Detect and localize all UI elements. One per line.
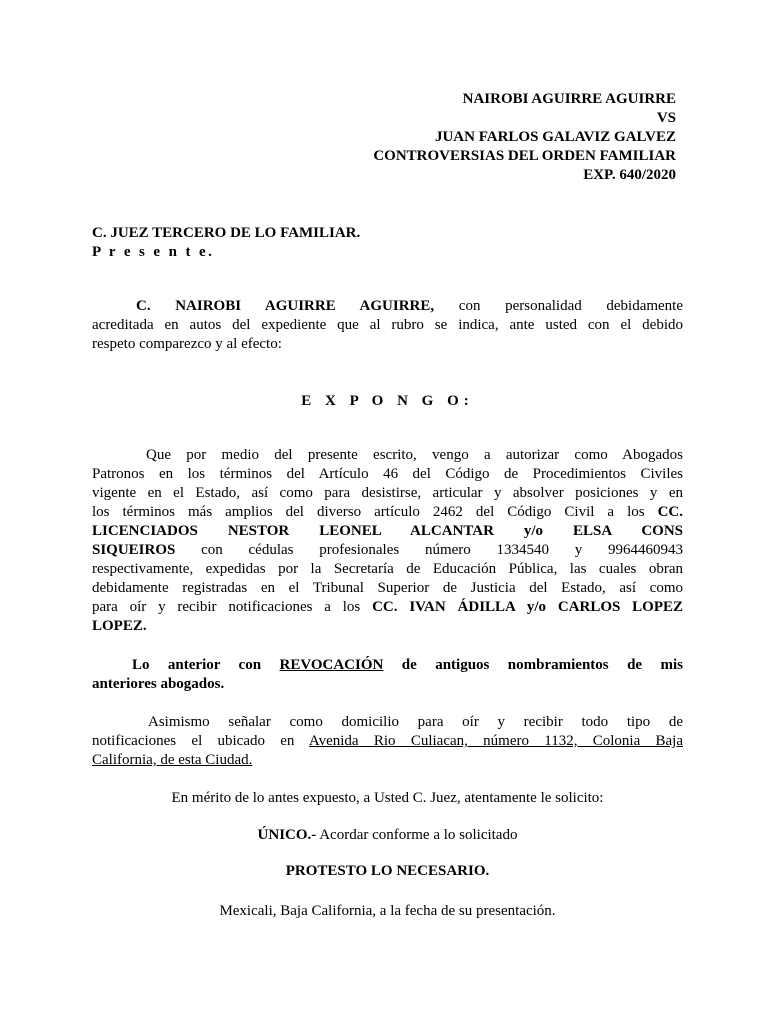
domicile-line-1: Asimismo señalar como domicilio para oír y recibir todo tipo de [148, 714, 683, 730]
header-case-number: EXP. 640/2020 [583, 167, 676, 183]
domicile-line-2 [92, 732, 683, 751]
addressee-presente: P r e s e n t e. [92, 244, 215, 260]
place-date-line: Mexicali, Baja California, a la fecha de su presentación. [219, 903, 556, 919]
body-line-6 [92, 541, 683, 560]
body-line-1: Que por medio del presente escrito, vengo a autorizar como Abogados [146, 447, 683, 463]
revocation-line-1 [92, 656, 683, 675]
body-line-3: vigente en el Estado, así como para desistirse, articular y absolver posiciones y en [92, 485, 683, 501]
revocation-line-2: anteriores abogados. [92, 676, 225, 692]
unico-line [92, 826, 683, 844]
revocation-text-a: Lo anterior con [132, 657, 280, 673]
header-plaintiff: NAIROBI AGUIRRE AGUIRRE [462, 91, 676, 107]
domicile-paragraph [92, 713, 683, 770]
authorization-paragraph [92, 446, 683, 636]
domicile-line-3 [92, 751, 683, 770]
header-versus: VS [656, 110, 676, 126]
revocation-text-c: de antiguos nombramientos de mis [383, 657, 683, 673]
intro-line-3: respeto comparezco y al efecto: [92, 336, 282, 352]
body-line-2: Patronos en los términos del Artículo 46 del Código de Procedimientos Civiles [92, 466, 683, 482]
intro-line-2: acreditada en autos del expediente que al rubro se indica, ante usted con el debido [92, 317, 683, 333]
domicile-line-2-text: notificaciones el ubicado en [92, 733, 309, 749]
body-line-4-text: los términos más amplios del diverso artículo 2462 del Código Civil a los [92, 504, 658, 520]
notification-persons: CC. IVAN ÁDILLA y/o CARLOS LOPEZ [372, 599, 684, 615]
expongo-heading: E X P O N G O: [301, 393, 474, 409]
body-line-4 [92, 503, 683, 522]
request-statement: En mérito de lo antes expuesto, a Usted C. Juez, atentamente le solicito: [171, 790, 604, 806]
intro-line-1-rest: con personalidad debidamente [434, 298, 684, 314]
unico-label: ÚNICO.- [257, 827, 317, 843]
body-line-8: debidamente registradas en el Tribunal Superior de Justicia del Estado, así como [92, 580, 683, 596]
header-proceeding: CONTROVERSIAS DEL ORDEN FAMILIAR [373, 148, 676, 164]
revocation-keyword: REVOCACIÓN [279, 657, 384, 673]
intro-paragraph [92, 297, 683, 354]
header-defendant: JUAN FARLOS GALAVIZ GALVEZ [434, 129, 676, 145]
revocation-paragraph [92, 656, 683, 694]
domicile-address: Avenida Rio Culiacan, número 1132, Colonia Baja [308, 733, 683, 749]
addressee [92, 224, 360, 262]
lawyers-names: LICENCIADOS NESTOR LEONEL ALCANTAR y/o ELSA CONS [92, 523, 683, 539]
body-line-5 [92, 522, 683, 541]
addressee-judge: C. JUEZ TERCERO DE LO FAMILIAR. [92, 225, 361, 241]
body-line-7: respectivamente, expedidas por la Secretaría de Educación Pública, las cuales obran [92, 561, 683, 577]
domicile-city: California, de esta Ciudad. [92, 752, 253, 768]
body-line-9 [92, 598, 683, 617]
body-line-4-cc: CC. [657, 504, 683, 520]
protesto-line: PROTESTO LO NECESARIO. [285, 863, 490, 879]
notification-persons-end: LOPEZ. [92, 618, 147, 634]
body-line-6-text: con cédulas profesionales número 1334540 y 9964460943 [175, 542, 683, 558]
unico-text: Acordar conforme a lo solicitado [316, 827, 518, 843]
intro-line-1 [92, 297, 683, 316]
body-line-9-text: para oír y recibir notificaciones a los [92, 599, 373, 615]
lawyer-surname: SIQUEIROS [92, 542, 176, 558]
body-line-10 [92, 617, 683, 636]
case-header [373, 90, 676, 185]
intro-name: C. NAIROBI AGUIRRE AGUIRRE, [136, 298, 435, 314]
